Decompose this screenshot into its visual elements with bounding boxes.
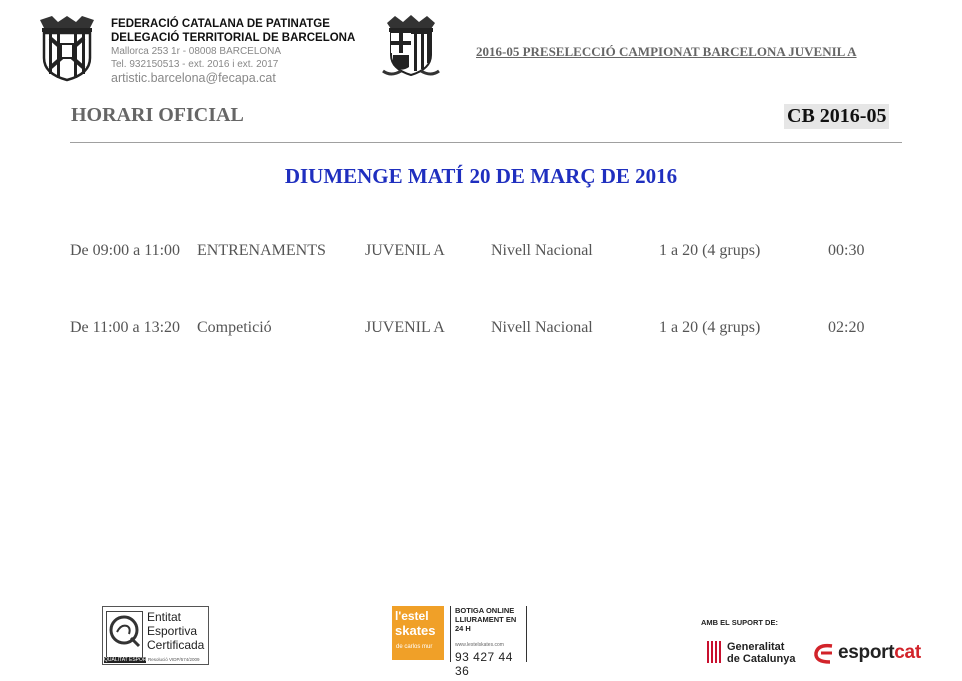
esport-part2: cat xyxy=(894,642,921,663)
day-heading xyxy=(0,164,962,189)
schedule-time: De 11:00 a 13:20 xyxy=(70,319,181,336)
header-divider xyxy=(70,142,902,143)
esportcat-logo xyxy=(812,640,937,668)
barcelona-crest-icon xyxy=(381,13,441,79)
schedule-duration: 00:30 xyxy=(828,242,865,259)
org-email: artistic.barcelona@fecapa.cat xyxy=(111,71,276,85)
generalitat-logo xyxy=(707,641,807,667)
estel-skates: skates xyxy=(395,623,436,638)
schedule-duration: 02:20 xyxy=(828,319,865,336)
schedule-groups: 1 a 20 (4 grups) xyxy=(659,319,761,336)
esport-part1: esport xyxy=(838,642,895,663)
day-heading-day: DIUMENGE MATÍ xyxy=(284,164,464,188)
cert-line3: Certificada xyxy=(147,638,205,652)
estel-divider xyxy=(526,606,527,662)
schedule-row xyxy=(0,242,962,262)
day-heading-date: 20 DE MARÇ DE 2016 xyxy=(469,164,678,188)
schedule-level: Nivell Nacional xyxy=(491,319,593,336)
org-phone: Tel. 932150513 - ext. 2016 i ext. 2017 xyxy=(111,59,279,70)
schedule-groups: 1 a 20 (4 grups) xyxy=(659,242,761,259)
gen-line1: Generalitat xyxy=(727,641,785,653)
schedule-activity: Competició xyxy=(197,319,272,336)
schedule-row xyxy=(0,319,962,339)
org-name: FEDERACIÓ CATALANA DE PATINATGE xyxy=(111,18,330,30)
schedule-activity: ENTRENAMENTS xyxy=(197,242,326,259)
estel-shop-line2: LLIURAMENT EN 24 H xyxy=(455,615,517,633)
estel-shop-line1: BOTIGA ONLINE xyxy=(455,606,515,615)
org-address: Mallorca 253 1r - 08008 BARCELONA xyxy=(111,46,282,57)
cert-line1: Entitat xyxy=(147,610,182,624)
schedule-level: Nivell Nacional xyxy=(491,242,593,259)
organization-info xyxy=(111,17,355,86)
schedule-category: JUVENIL A xyxy=(365,242,445,259)
cert-line2: Esportiva xyxy=(147,624,198,638)
schedule-category: JUVENIL A xyxy=(365,319,445,336)
federation-crest-icon xyxy=(36,14,98,82)
cert-badge-label: QUALITAT ESPORTIVA xyxy=(104,657,158,663)
certification-badge xyxy=(102,606,209,665)
catalonia-flag-icon xyxy=(707,641,723,663)
quality-certificate-icon xyxy=(106,611,143,659)
estel-sub: de carlos mur xyxy=(396,644,433,650)
competition-title: 2016-05 PRESELECCIÓ CAMPIONAT BARCELONA JUVENIL A xyxy=(476,44,857,59)
document-title: HORARI OFICIAL xyxy=(71,104,244,126)
support-label: AMB EL SUPORT DE: xyxy=(701,618,778,627)
gen-line2: de Catalunya xyxy=(727,653,796,665)
cert-resolution: Resolució VIDP/574/2009 xyxy=(148,657,200,662)
esportcat-logo-icon xyxy=(812,643,836,670)
estel-skates-ad xyxy=(392,606,528,678)
estel-web: www.lestelskates.com xyxy=(455,642,504,648)
document-code: CB 2016-05 xyxy=(784,104,889,129)
schedule-time: De 09:00 a 11:00 xyxy=(70,242,181,259)
estel-phone: 93 427 44 36 xyxy=(455,650,513,678)
estel-name: l'estel xyxy=(395,609,429,623)
estel-logo xyxy=(392,606,444,660)
org-delegation: DELEGACIÓ TERRITORIAL DE BARCELONA xyxy=(111,32,356,44)
